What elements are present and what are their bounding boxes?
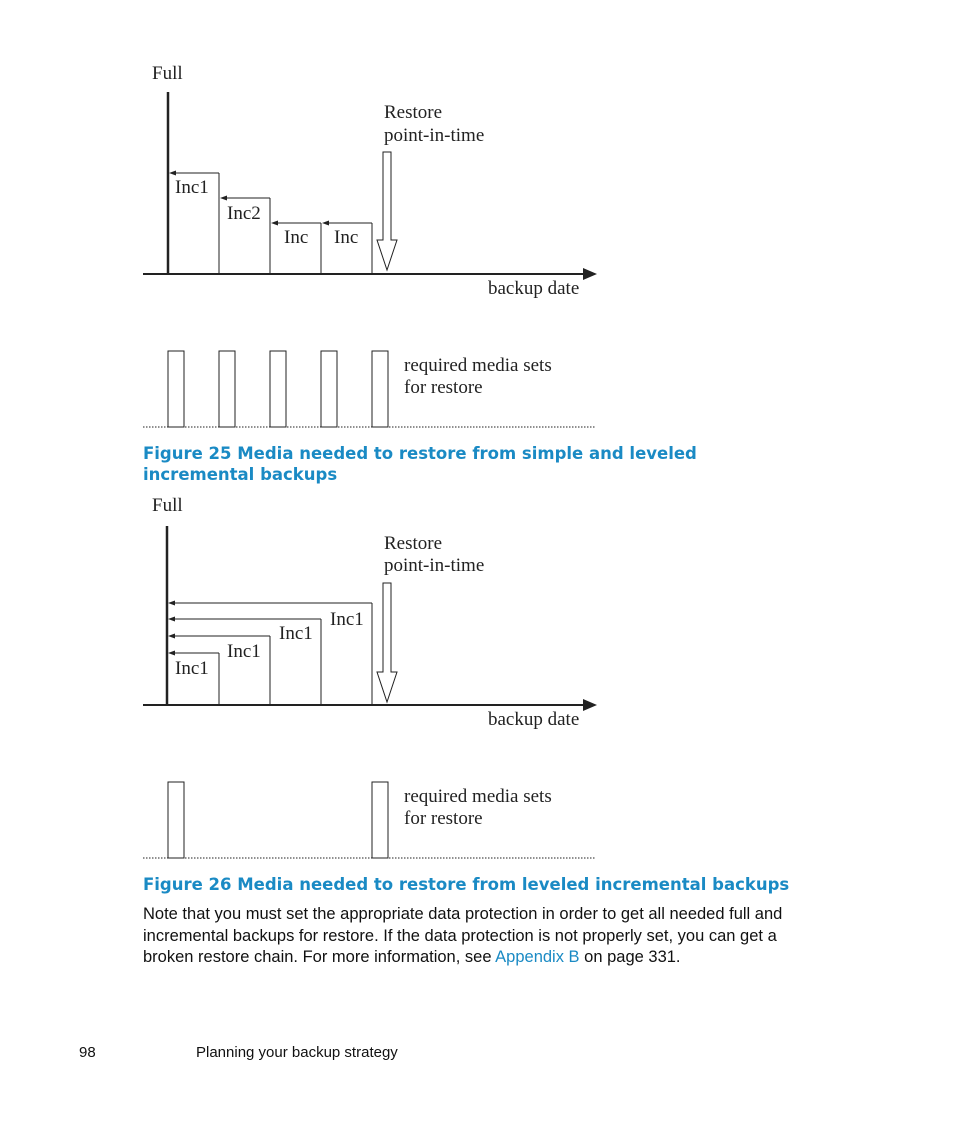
full-label: Full <box>152 63 183 84</box>
full-label: Full <box>152 495 183 516</box>
media-label-line2: for restore <box>404 377 483 398</box>
footer-section-title: Planning your backup strategy <box>196 1044 398 1061</box>
inc-label-1: Inc1 <box>175 658 209 679</box>
axis-label: backup date <box>488 278 580 299</box>
axis-label: backup date <box>488 709 580 730</box>
media-set-2 <box>219 351 235 427</box>
media-set-4 <box>321 351 337 427</box>
body-text-before: Note that you must set the appropriate data protection in order to get all needed full and incremental backups for restore. If the data protection is not properly set, you can get a broken restore chain. For more information, see <box>143 905 783 966</box>
media-set-1 <box>168 351 184 427</box>
restore-label-line1: Restore <box>384 102 443 123</box>
media-set-3 <box>270 351 286 427</box>
inc-label-2: Inc1 <box>227 641 261 662</box>
inc-label-1: Inc1 <box>175 177 209 198</box>
appendix-b-link[interactable]: Appendix B <box>495 948 580 966</box>
media-set-rects <box>168 782 388 858</box>
axis-arrowhead-icon <box>583 268 597 280</box>
inc-label-4: Inc <box>334 227 359 248</box>
figure-26-diagram <box>0 492 954 872</box>
figure-26-caption: Figure 26 Media needed to restore from leveled incremental backups <box>143 875 790 894</box>
figure-25-diagram <box>0 60 954 440</box>
body-text-after: on page 331. <box>579 948 681 966</box>
inc-label-2: Inc2 <box>227 203 261 224</box>
inc-label-4: Inc1 <box>330 609 364 630</box>
restore-label-line2: point-in-time <box>384 125 485 146</box>
media-set-rects <box>168 351 388 427</box>
restore-arrow-icon <box>377 583 397 702</box>
media-set-1 <box>168 782 184 858</box>
media-label-line1: required media sets <box>404 786 552 807</box>
media-label-line2: for restore <box>404 808 483 829</box>
inc-label-3: Inc <box>284 227 309 248</box>
media-label-line1: required media sets <box>404 355 552 376</box>
media-set-2 <box>372 782 388 858</box>
inc-label-3: Inc1 <box>279 623 313 644</box>
media-set-5 <box>372 351 388 427</box>
axis-arrowhead-icon <box>583 699 597 711</box>
figure-25-caption: Figure 25 Media needed to restore from simple and leveled incremental backups <box>143 444 697 484</box>
restore-label-line1: Restore <box>384 533 443 554</box>
restore-label-line2: point-in-time <box>384 555 485 576</box>
page-number: 98 <box>79 1044 96 1061</box>
body-paragraph <box>143 904 803 969</box>
restore-arrow-icon <box>377 152 397 270</box>
